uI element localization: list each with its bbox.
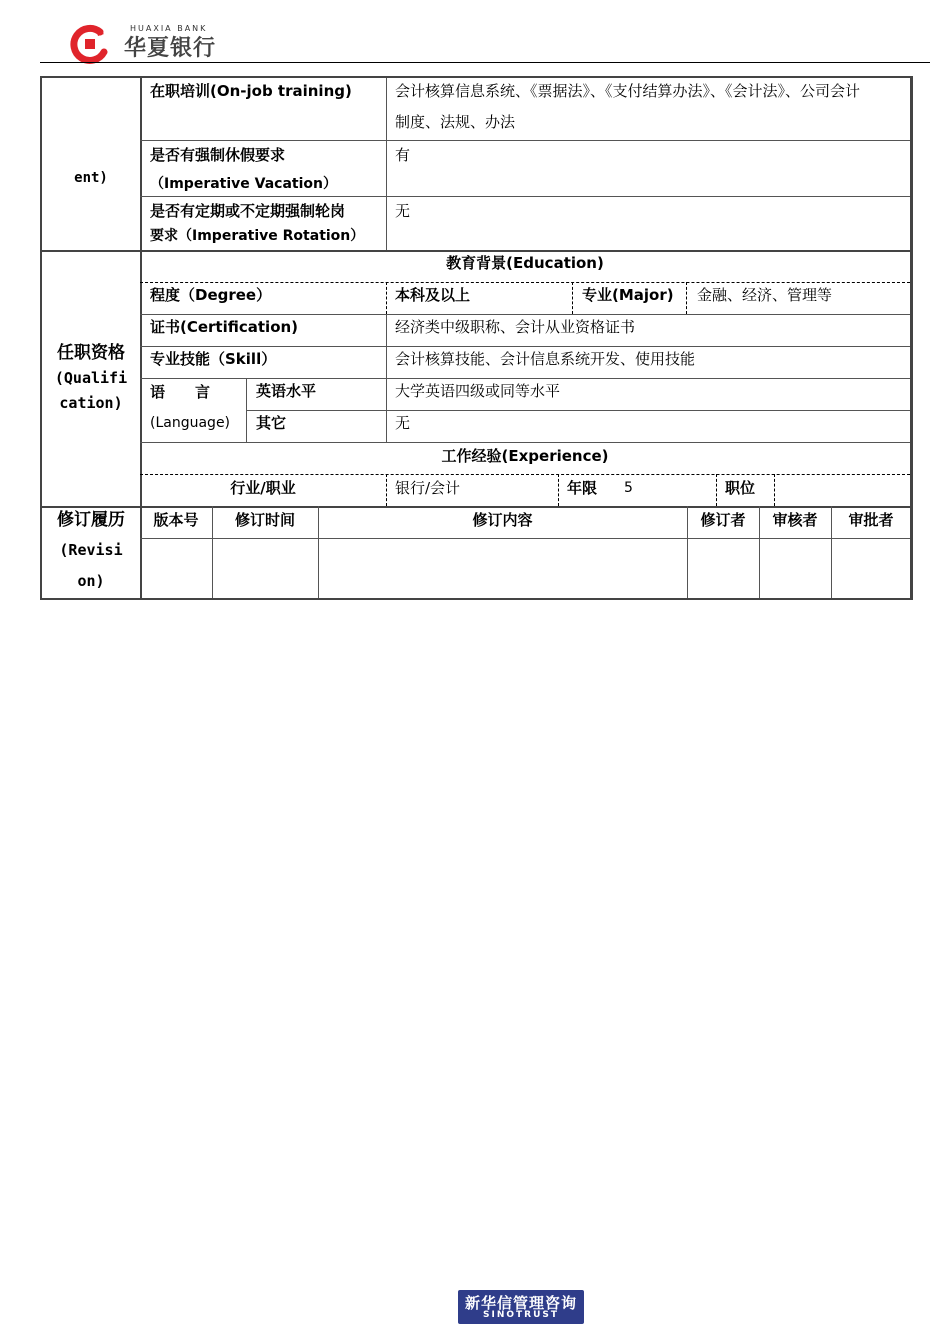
revision-label-en-1: (Revisi [59,541,123,559]
certification-label: 证书(Certification) [150,318,299,336]
industry-value: 银行/会计 [395,479,461,497]
qualification-label-en-1: (Qualifi [54,369,128,387]
english-level-value: 大学英语四级或同等水平 [395,382,561,400]
rotation-value: 无 [395,202,411,220]
degree-label: 程度（Degree） [150,286,272,304]
huaxia-bank-logo-icon [70,24,112,64]
industry-label: 行业/职业 [230,479,296,497]
skill-label: 专业技能（Skill） [150,350,277,368]
skill-value: 会计核算技能、会计信息系统开发、使用技能 [395,350,696,368]
sinotrust-logo-cn: 新华信管理咨询 [464,1294,577,1312]
other-language-value: 无 [395,414,411,432]
major-label: 专业(Major) [582,286,674,304]
language-label: 语 言 [150,383,211,401]
position-label: 职位 [725,479,756,497]
revision-label-en-2: on) [77,572,105,590]
major-value: 金融、经济、管理等 [697,286,833,304]
revision-col-content: 修订内容 [472,511,533,529]
training-label: 在职培训(On-job training) [150,82,352,100]
revision-col-version: 版本号 [153,511,199,529]
certification-value: 经济类中级职称、会计从业资格证书 [395,318,636,336]
training-value-line2: 制度、法规、办法 [395,113,516,131]
qualification-label: 任职资格 [57,343,125,363]
revision-col-approver: 审批者 [848,511,894,529]
qualification-label-en-2: cation) [59,394,123,412]
revision-label: 修订履历 [57,510,125,530]
vacation-label-en: （Imperative Vacation） [150,176,337,192]
education-header: 教育背景(Education) [446,254,604,272]
years-label: 年限 [567,479,598,497]
training-value-line1: 会计核算信息系统、《票据法》、《支付结算办法》、《会计法》、公司会计 [395,82,861,100]
degree-value: 本科及以上 [395,286,471,304]
english-level-label: 英语水平 [256,382,317,400]
language-label-en: (Language) [150,415,231,431]
revision-col-reviewer: 审核者 [772,511,818,529]
rotation-label-en: 要求（Imperative Rotation） [150,228,365,244]
section-label-partial: ent) [74,170,108,186]
bank-name-en: HUAXIA BANK [130,24,208,33]
vacation-value: 有 [395,146,411,164]
other-language-label: 其它 [256,414,287,432]
revision-col-reviser: 修订者 [700,511,746,529]
rotation-label: 是否有定期或不定期强制轮岗 [150,202,346,220]
sinotrust-logo-en: SINOTRUST [482,1310,559,1320]
experience-header: 工作经验(Experience) [441,447,609,465]
bank-name-cn: 华夏银行 [124,36,217,61]
header-divider [40,62,930,63]
sinotrust-logo [458,1290,584,1324]
document-header [0,0,950,70]
vacation-label: 是否有强制休假要求 [150,146,286,164]
years-value: 5 [624,480,633,496]
revision-col-date: 修订时间 [234,511,295,529]
